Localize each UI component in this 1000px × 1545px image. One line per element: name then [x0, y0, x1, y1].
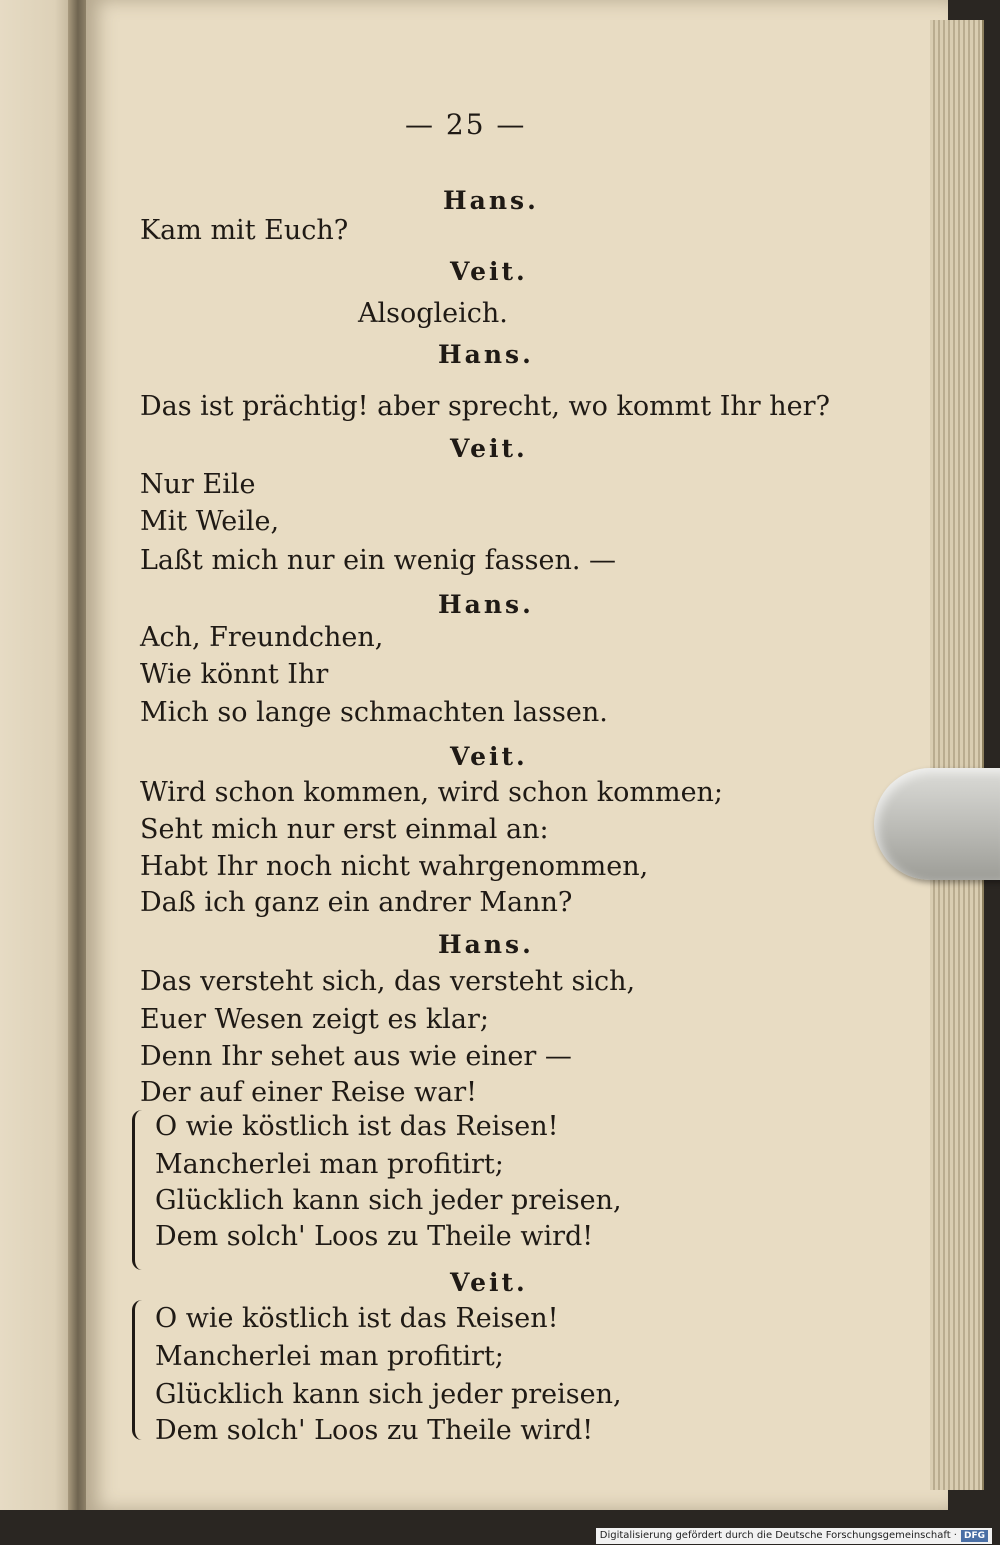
- verse-line: Dem solch' Loos zu Theile wird!: [155, 1221, 594, 1252]
- speaker-label: Veit.: [450, 1268, 528, 1297]
- dfg-logo: DFG: [961, 1530, 988, 1542]
- verse-line: Mit Weile,: [140, 506, 280, 537]
- verse-line: Der auf einer Reise war!: [140, 1077, 477, 1108]
- credit-text: Digitalisierung gefördert durch die Deutsche Forschungsgemeinschaft ·: [599, 1530, 957, 1541]
- verse-line: Ach, Freundchen,: [140, 622, 384, 653]
- speaker-label: Hans.: [438, 930, 534, 959]
- chorus-bracket: [132, 1110, 147, 1270]
- verse-line: Daß ich ganz ein andrer Mann?: [140, 887, 573, 918]
- verse-line: O wie köstlich ist das Reisen!: [155, 1111, 559, 1142]
- speaker-label: Hans.: [443, 186, 539, 215]
- verse-line: Das ist prächtig! aber sprecht, wo kommt Ihr her?: [140, 391, 831, 422]
- verse-line: Mancherlei man profitirt;: [155, 1341, 504, 1372]
- verse-line: Dem solch' Loos zu Theile wird!: [155, 1415, 594, 1446]
- verse-line: Habt Ihr noch nicht wahrgenommen,: [140, 851, 649, 882]
- chorus-bracket: [132, 1300, 147, 1440]
- verse-line: Alsogleich.: [358, 298, 508, 329]
- verse-line: Glücklich kann sich jeder preisen,: [155, 1185, 622, 1216]
- verse-line: Wie könnt Ihr: [140, 659, 329, 690]
- speaker-label: Hans.: [438, 340, 534, 369]
- verse-line: Wird schon kommen, wird schon kommen;: [140, 777, 724, 808]
- speaker-label: Veit.: [450, 742, 528, 771]
- verse-line: Kam mit Euch?: [140, 215, 349, 246]
- verse-line: Laßt mich nur ein wenig fassen. —: [140, 545, 616, 576]
- verse-line: Euer Wesen zeigt es klar;: [140, 1004, 489, 1035]
- verse-line: Glücklich kann sich jeder preisen,: [155, 1379, 622, 1410]
- speaker-label: Veit.: [450, 434, 528, 463]
- verse-line: Nur Eile: [140, 469, 256, 500]
- verse-line: Mancherlei man profitirt;: [155, 1149, 504, 1180]
- verse-line: O wie köstlich ist das Reisen!: [155, 1303, 559, 1334]
- speaker-label: Hans.: [438, 590, 534, 619]
- digitization-credit: [596, 1528, 992, 1544]
- verse-line: Das versteht sich, das versteht sich,: [140, 966, 636, 997]
- verse-line: Denn Ihr sehet aus wie einer —: [140, 1041, 572, 1072]
- page-number: — 25 —: [405, 108, 527, 141]
- verse-line: Mich so lange schmachten lassen.: [140, 697, 608, 728]
- verse-line: Seht mich nur erst einmal an:: [140, 814, 549, 845]
- speaker-label: Veit.: [450, 257, 528, 286]
